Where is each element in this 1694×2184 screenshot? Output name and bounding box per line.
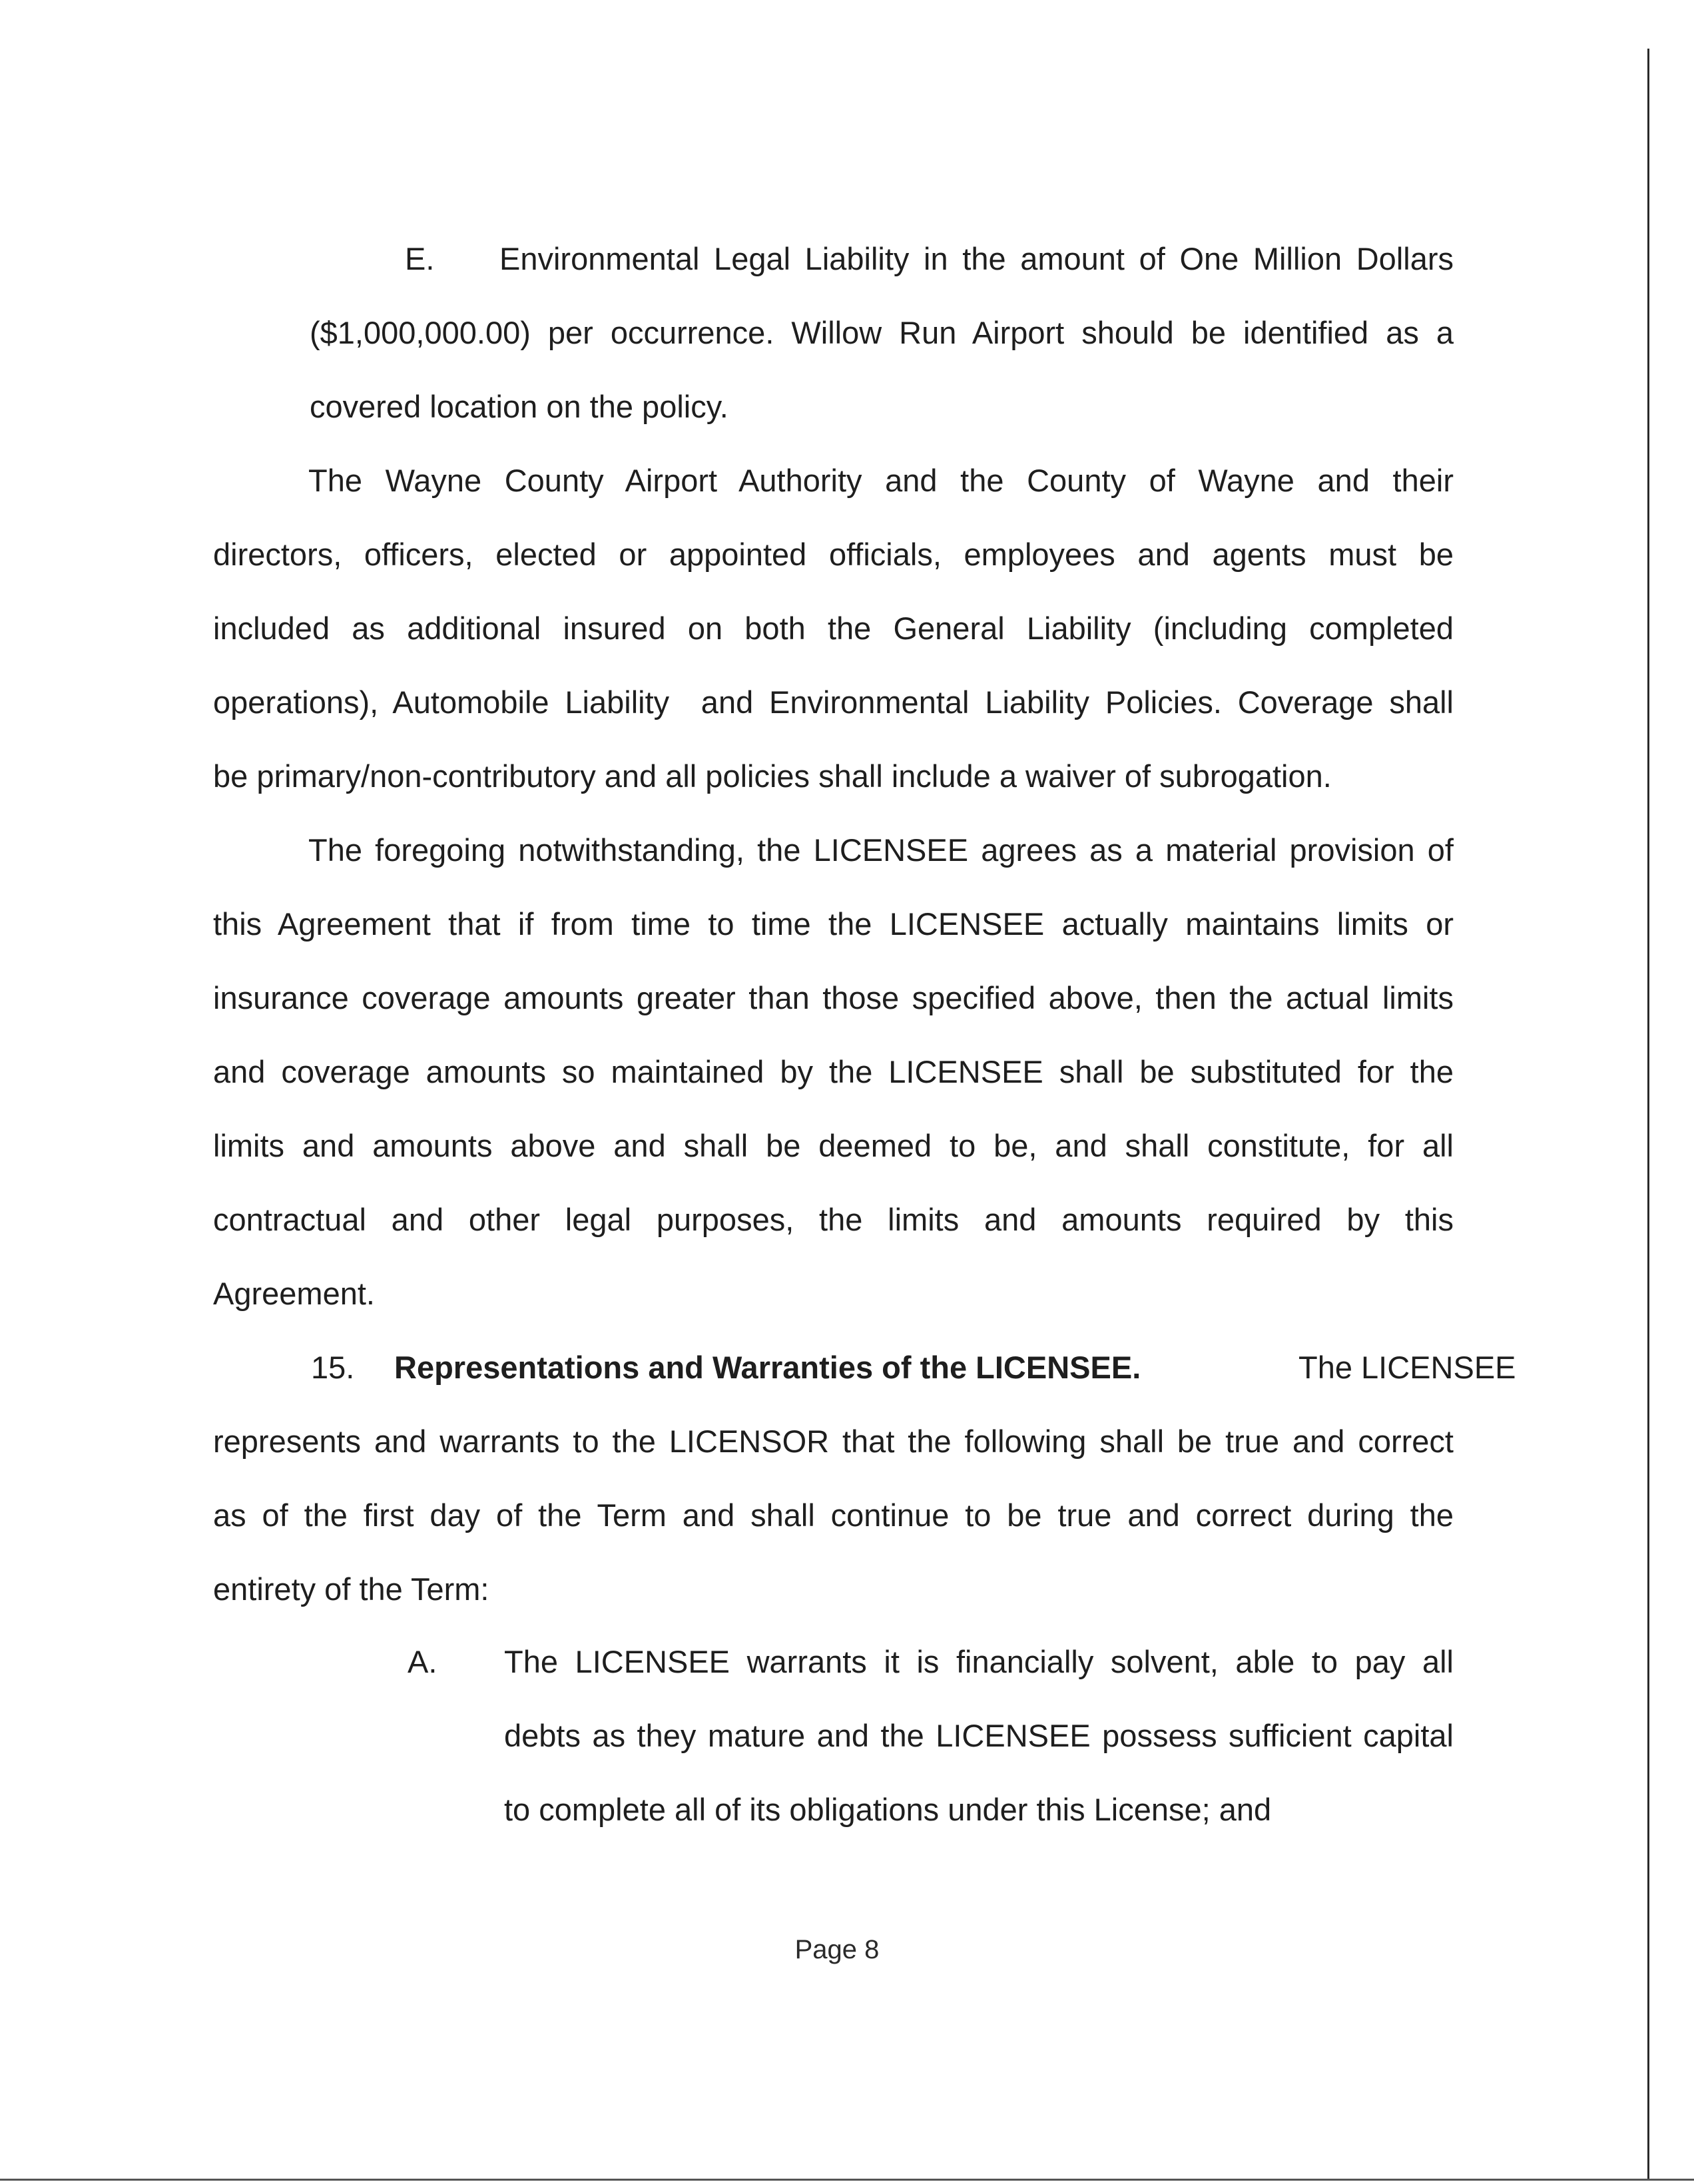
- paragraph-line: The Wayne County Airport Authority and the County of Wayne and their: [308, 463, 1454, 498]
- scan-edge-bottom: [0, 2179, 1694, 2181]
- paragraph-line: Agreement.: [213, 1276, 375, 1311]
- section-first-line-rest: The LICENSEE: [1298, 1350, 1516, 1385]
- item-e-line: Environmental Legal Liability in the amount of One Million Dollars: [499, 241, 1454, 276]
- item-a-label: A.: [408, 1644, 437, 1679]
- item-e-line: covered location on the policy.: [310, 389, 728, 424]
- paragraph-line: entirety of the Term:: [213, 1571, 489, 1607]
- paragraph-line: as of the first day of the Term and shall continue to be true and correct during the: [213, 1498, 1454, 1533]
- section-number: 15.: [311, 1350, 355, 1385]
- scan-edge-right: [1647, 49, 1649, 2179]
- section-heading: Representations and Warranties of the LICENSEE.: [394, 1350, 1141, 1385]
- paragraph-line: included as additional insured on both the General Liability (including completed: [213, 611, 1454, 646]
- paragraph-line: limits and amounts above and shall be deemed to be, and shall constitute, for all: [213, 1128, 1454, 1163]
- item-a-line: debts as they mature and the LICENSEE possess sufficient capital: [504, 1718, 1454, 1753]
- paragraph-line: operations), Automobile Liability and Environmental Liability Policies. Coverage shall: [213, 684, 1454, 720]
- paragraph-line: The foregoing notwithstanding, the LICENSEE agrees as a material provision of: [308, 832, 1454, 868]
- paragraph-line: and coverage amounts so maintained by the LICENSEE shall be substituted for the: [213, 1054, 1454, 1089]
- paragraph-line: represents and warrants to the LICENSOR that the following shall be true and correct: [213, 1424, 1454, 1459]
- paragraph-line: directors, officers, elected or appointed officials, employees and agents must be: [213, 537, 1454, 572]
- item-e-line: ($1,000,000.00) per occurrence. Willow Run Airport should be identified as a: [310, 315, 1454, 350]
- paragraph-line: insurance coverage amounts greater than those specified above, then the actual limits: [213, 980, 1454, 1015]
- item-a-line: to complete all of its obligations under this License; and: [504, 1792, 1272, 1827]
- paragraph-line: this Agreement that if from time to time the LICENSEE actually maintains limits or: [213, 906, 1454, 942]
- item-e-label: E.: [405, 241, 435, 276]
- paragraph-line: contractual and other legal purposes, the limits and amounts required by this: [213, 1202, 1454, 1237]
- page-number: Page 8: [794, 1935, 880, 1964]
- paragraph-line: be primary/non-contributory and all policies shall include a waiver of subrogation.: [213, 758, 1332, 794]
- item-a-line: The LICENSEE warrants it is financially solvent, able to pay all: [504, 1644, 1454, 1679]
